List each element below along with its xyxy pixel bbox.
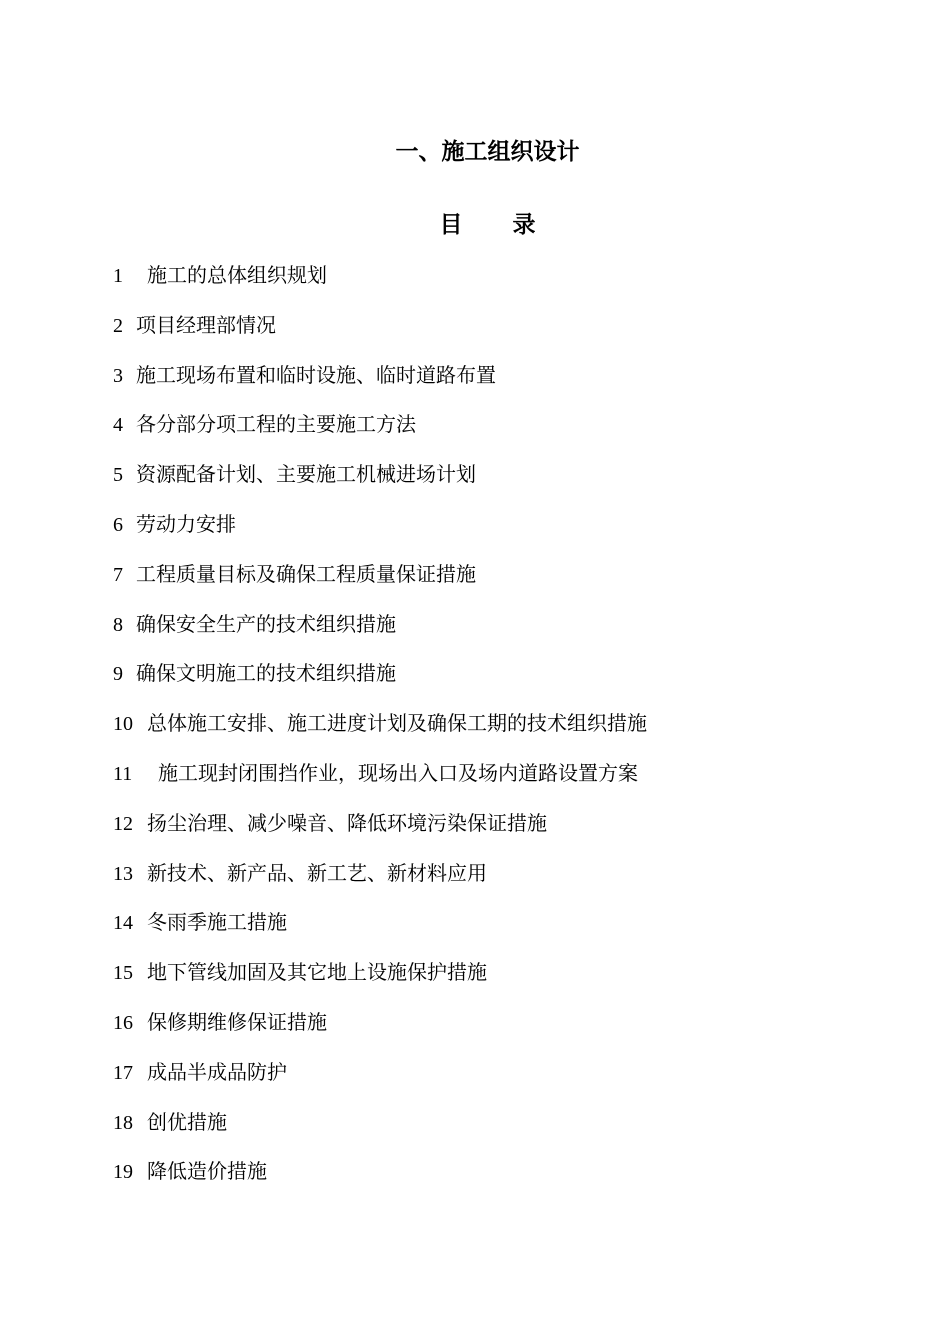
toc-item	[113, 507, 647, 557]
toc-item-number: 6	[113, 513, 123, 536]
toc-item-number: 14	[113, 912, 133, 935]
toc-item-text: 资源配备计划、主要施工机械进场计划	[136, 462, 476, 487]
toc-item-number: 11	[113, 762, 133, 785]
toc-item-text: 扬尘治理、减少噪音、降低环境污染保证措施	[147, 810, 547, 835]
toc-item-number: 1	[113, 265, 123, 287]
toc-item-number: 13	[113, 862, 133, 885]
toc-item-number: 4	[113, 414, 123, 437]
toc-heading	[0, 207, 950, 243]
toc-item	[113, 806, 647, 856]
toc-item-number: 16	[113, 1011, 133, 1034]
toc-item-number: 12	[113, 812, 133, 835]
toc-item-number: 17	[113, 1061, 133, 1084]
toc-item-text: 施工的总体组织规划	[147, 263, 327, 287]
toc-item	[113, 1005, 647, 1055]
toc-item	[113, 756, 647, 806]
toc-item	[113, 656, 647, 706]
toc-item-text: 降低造价措施	[147, 1159, 267, 1184]
toc-item-text: 劳动力安排	[136, 511, 236, 536]
toc-item-number: 15	[113, 962, 133, 985]
toc-item-text: 施工现场布置和临时设施、临时道路布置	[136, 362, 496, 387]
toc-item	[113, 557, 647, 607]
toc-item-text: 地下管线加固及其它地上设施保护措施	[147, 960, 487, 985]
toc-item-text: 项目经理部情况	[136, 312, 276, 337]
toc-item-text: 冬雨季施工措施	[147, 910, 287, 935]
toc-item	[113, 905, 647, 955]
toc-item-number: 7	[113, 563, 123, 586]
toc-item-number: 9	[113, 663, 123, 686]
toc-item	[113, 607, 647, 657]
toc-item	[113, 407, 647, 457]
document-title: 一、施工组织设计	[395, 138, 580, 165]
toc-item-number: 2	[113, 314, 123, 337]
toc-item	[113, 955, 647, 1005]
toc-item	[113, 1154, 647, 1204]
toc-item-text: 保修期维修保证措施	[147, 1009, 327, 1034]
toc-item	[113, 457, 647, 507]
toc-item-text: 创优措施	[147, 1109, 227, 1134]
toc-item	[113, 1105, 647, 1155]
toc-item-text: 工程质量目标及确保工程质量保证措施	[136, 561, 476, 586]
toc-item-text: 确保安全生产的技术组织措施	[136, 611, 396, 636]
toc-item	[113, 308, 647, 358]
toc-item	[113, 1055, 647, 1105]
toc-item-number: 3	[113, 364, 123, 387]
toc-item-number: 8	[113, 613, 123, 636]
toc-item-number: 5	[113, 464, 123, 487]
toc-item-text: 成品半成品防护	[147, 1059, 287, 1084]
toc-item-text: 施工现封闭围挡作业，现场出入口及场内道路设置方案	[158, 760, 638, 785]
toc-heading-left: 目	[439, 211, 463, 238]
toc-item	[113, 258, 647, 308]
toc-item-text: 新技术、新产品、新工艺、新材料应用	[147, 860, 487, 885]
toc-item	[113, 706, 647, 756]
toc-item-number: 10	[113, 713, 133, 736]
toc-item-text: 总体施工安排、施工进度计划及确保工期的技术组织措施	[147, 711, 647, 736]
toc-item-text: 确保文明施工的技术组织措施	[136, 661, 396, 686]
toc-list	[113, 258, 647, 1204]
toc-item-number: 18	[113, 1111, 133, 1134]
toc-heading-right: 录	[512, 211, 536, 238]
toc-item	[113, 358, 647, 408]
toc-item-text: 各分部分项工程的主要施工方法	[136, 412, 416, 437]
toc-item-number: 19	[113, 1161, 133, 1184]
toc-item	[113, 856, 647, 906]
